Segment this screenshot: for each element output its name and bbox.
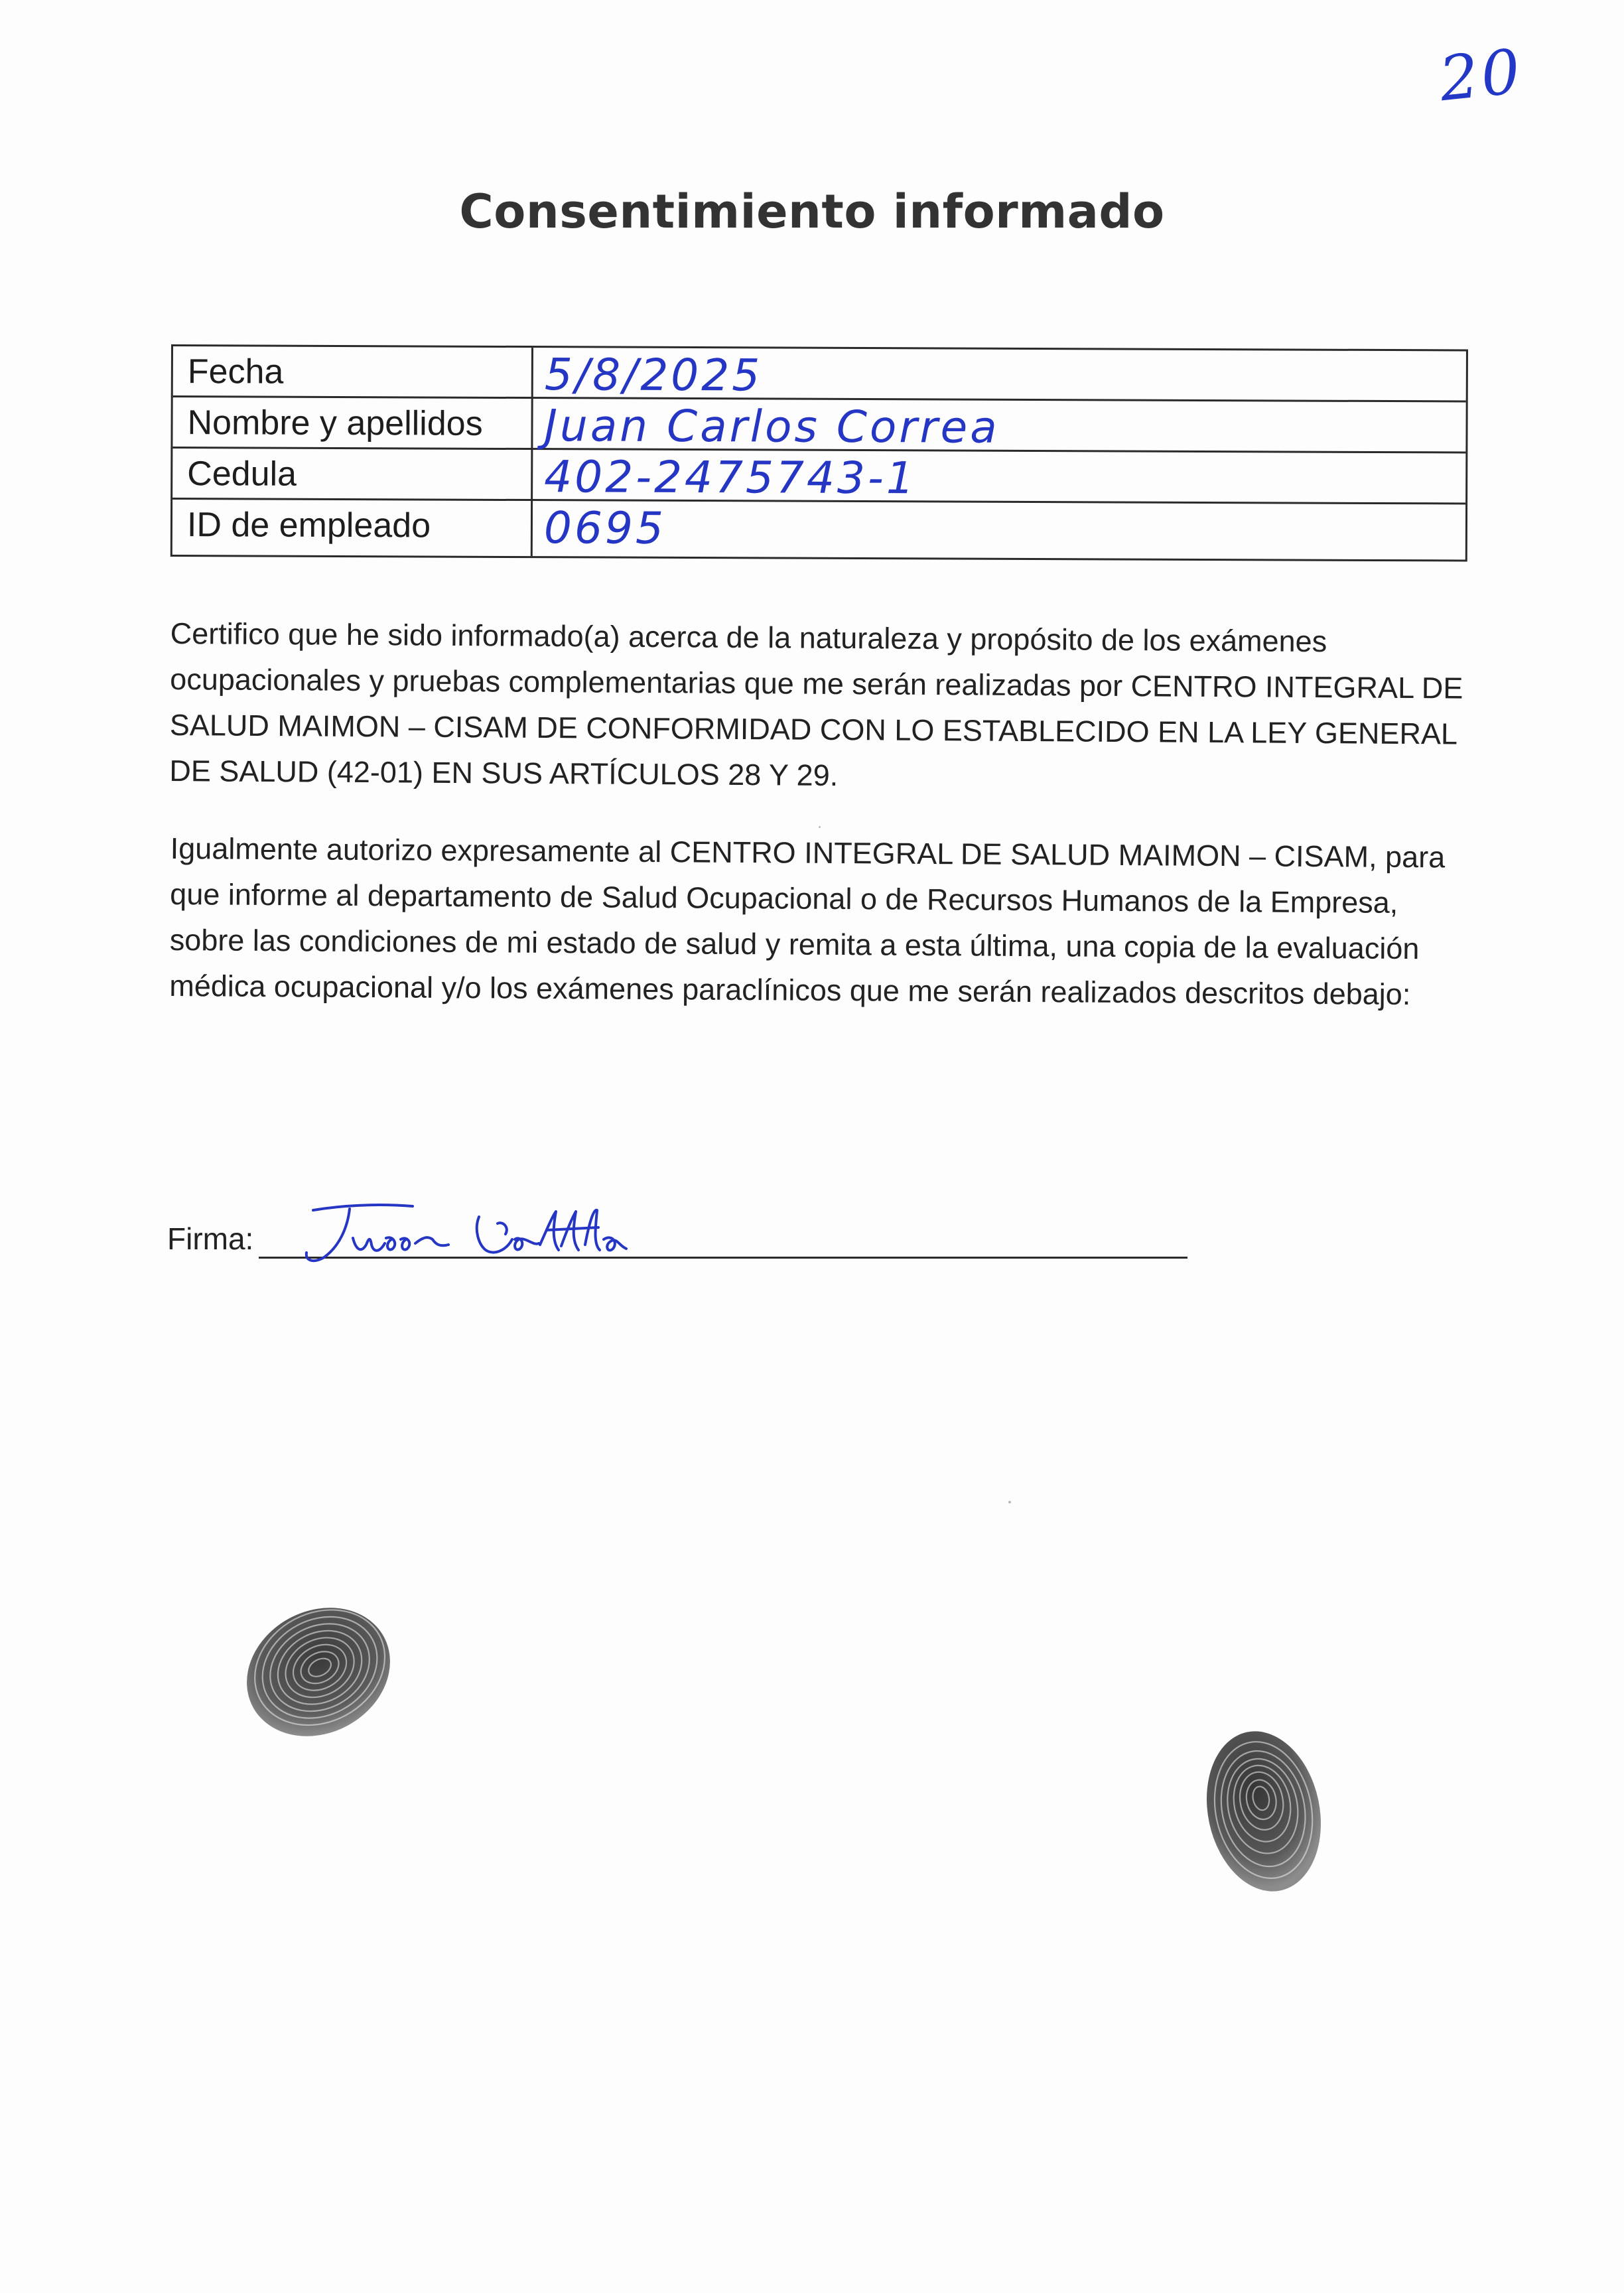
table-row-id-empleado: [172, 500, 1465, 559]
fingerprint-left: [232, 1586, 405, 1758]
consent-paragraph-1: Certifico que he sido informado(a) acerca de la naturaleza y propósito de los exámenes ocupacionales y pruebas complementarias que me serán realizadas por CENTRO INTEGRAL DE SALUD MAIMON – CISAM DE CONFORMIDAD CON LO ESTABLECIDO EN LA LEY GENERAL DE SALUD (42-01) EN SUS ARTÍCULOS 28 Y 29.: [169, 616, 1463, 793]
signature-block: [167, 1208, 1189, 1281]
page-title: Consentimiento informado: [459, 184, 1165, 239]
cedula-label: Cedula: [187, 454, 297, 494]
table-row-nombre: [172, 397, 1465, 453]
id-empleado-label: ID de empleado: [186, 506, 431, 545]
nombre-label: Nombre y apellidos: [187, 403, 483, 443]
signature-label: Firma:: [167, 1221, 254, 1256]
table-row-cedula: [172, 449, 1465, 504]
nombre-value: Juan Carlos Correa: [544, 400, 1000, 453]
fecha-value: 5/8/2025: [544, 349, 763, 401]
consent-paragraph-2: Igualmente autorizo expresamente al CENTRO INTEGRAL DE SALUD MAIMON – CISAM, para que informe al departamento de Salud Ocupacional o de Recursos Humanos de la Empresa, sobre las condiciones de mi estado de salud y remita a esta última, una copia de la evaluación médica ocupacional y/o los exámenes paraclínicos que me serán realizados descritos debajo:: [169, 831, 1446, 1012]
handwritten-page-number: 20: [1436, 35, 1526, 115]
handwritten-signature: [287, 1197, 804, 1277]
cedula-value: 402-2475743-1: [544, 451, 917, 504]
fecha-label: Fecha: [187, 352, 284, 391]
fingerprint-right: [1194, 1718, 1333, 1904]
table-row-fecha: [173, 346, 1466, 402]
id-empleado-value: 0695: [543, 502, 667, 554]
scan-speck: [819, 826, 821, 828]
info-table: [170, 344, 1468, 562]
scan-speck: [1008, 1501, 1011, 1503]
